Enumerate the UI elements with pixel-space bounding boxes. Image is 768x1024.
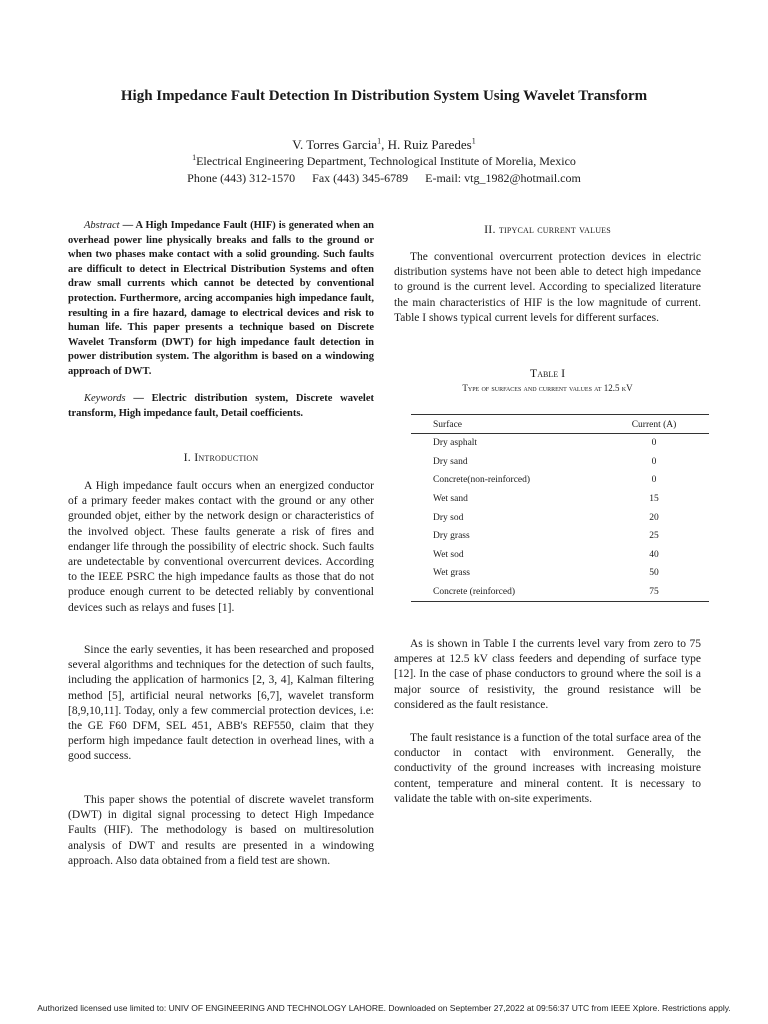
current-cell: 40 [649,549,659,560]
fax: Fax (443) 345-6789 [312,171,409,185]
surface-cell: Wet sand [433,494,468,505]
keywords-dash: — [125,393,152,404]
keywords-text: Electric distribution system, Discrete wavelet transform, High impedance fault, Detail coefficients. [68,393,374,419]
surface-cell: Dry asphalt [433,438,478,449]
keywords-label: Keywords [84,393,126,404]
current-cell: 75 [649,587,659,598]
surface-cell: Concrete(non-reinforced) [433,475,531,486]
table-header-row [411,415,709,434]
table-header-current: Current (A) [599,415,709,434]
abstract-dash: — [119,220,136,231]
current-values-table [411,414,709,602]
affiliation [0,154,768,169]
keywords [68,392,374,421]
author-separator: , [381,137,388,152]
table-row [411,453,709,472]
table-header-surface: Surface [411,415,599,434]
current-cell: 0 [651,438,657,449]
email: E-mail: vtg_1982@hotmail.com [425,171,581,185]
current-cell: 25 [649,531,659,542]
intro-paragraph-2: Since the early seventies, it has been researched and proposed several algorithms and techniques for the detection of such faults, including the application of harmonics [2, 3, 4], Kalman filtering method [5], artificial neural networks [6,7], wavelet transform [8,9,10,11]. Today, only a few commercial protection devices, i.e: the GE F60 DFM, SEL 451, ABB's REF550, claim that they perform high impedance fault detection in overhead lines, with a good success. [68,644,374,763]
table-row [411,434,709,453]
paper-title: High Impedance Fault Detection In Distribution System Using Wavelet Transform [120,88,648,104]
abstract-label: Abstract [84,220,120,231]
surface-cell: Wet grass [433,568,470,579]
author-1-affil-mark: 1 [377,136,382,146]
current-cell: 20 [649,512,659,523]
author-line [0,137,768,153]
current-cell: 0 [651,456,657,467]
surface-cell: Dry sand [433,456,468,467]
section-heading-introduction: I. Introduction [183,450,259,464]
contact-line [0,171,768,186]
table-row [411,508,709,527]
license-footer: Authorized licensed use limited to: UNIV OF ENGINEERING AND TECHNOLOGY LAHORE. Downloaded on September 27,2022 at 09:56:37 UTC from IEEE Xplore. Restrictions apply. [37,1003,731,1013]
affiliation-mark: 1 [192,153,197,162]
intro-paragraph-3: This paper shows the potential of discrete wavelet transform (DWT) in digital signal processing to detect High Impedance Faults (HIF). The methodology is based on multiresolution analysis of DWT and results are presented in a windowing approach. Also data obtained from a field test are shown. [68,794,374,867]
section2-paragraph-1: The conventional overcurrent protection devices in electric distribution systems have not been able to detect high impedance to ground is the current level. According to specialized literature the main characteristics of HIF is the low magnitude of current. Table I shows typical current levels for different surfaces. [394,251,701,324]
intro-paragraph-1: A High impedance fault occurs when an energized conductor of a primary feeder makes contact with the ground or any other grounded objet, either by the network design or characteristics of the involved object. These faults generate a risk of fires and endanger life through the possibility of electric shock. Such faults are undetectable by conventional overcurrent devices. According to the IEEE PSRC the high impedance faults as those that do not produce enough current to be detected reliably by conventional devices such as relays and fuses [1]. [68,480,374,614]
surface-cell: Dry sod [433,512,464,523]
author-1: V. Torres Garcia [292,137,378,152]
abstract-text: A High Impedance Fault (HIF) is generated when an overhead power line physically breaks and falls to the ground or when two phases make contact with a solid grounding. Such faults are difficult to detect in Electrical Distribution Systems and often draw small currents which cannot be detected by conventional protection. Furthermore, arcing accompanies high impedance fault, resulting in a fire hazard, damage to electrical devices and risk to human life. This paper presents a technique based on Discrete Wavelet Transform (DWT) for high impedance fault detection in power distribution system. The algorithm is based on a windowing approach of DWT. [68,220,375,377]
phone: Phone (443) 312-1570 [187,171,296,185]
table-caption-title: Type of surfaces and current values at 12.5 kV [462,383,633,393]
surface-cell: Dry grass [433,531,470,542]
table-row [411,546,709,565]
surface-cell: Wet sod [433,549,464,560]
section2-paragraph-3: The fault resistance is a function of the total surface area of the conductor in contact with environment. Generally, the conductivity of the ground increases with increasing moisture content, temperature and mineral content. It is necessary to validate the table with on-site experiments. [394,732,701,805]
section-heading-typical-current: II. tipycal current values [484,222,611,236]
section2-paragraph-2: As is shown in Table I the currents level vary from zero to 75 amperes at 12.5 kV class feeders and depending of surface type [12]. In the case of phase conductors to ground where the soil is a major source of resistivity, the ground resistance will be considered as the fault resistance. [394,638,701,711]
current-cell: 0 [651,475,657,486]
table-row [411,564,709,583]
current-cell: 15 [649,494,659,505]
table-row [411,527,709,546]
table-row [411,471,709,490]
surface-cell: Concrete (reinforced) [433,587,516,598]
current-cell: 50 [649,568,659,579]
author-2-affil-mark: 1 [471,136,476,146]
author-2: H. Ruiz Paredes [387,137,472,152]
table-row [411,583,709,602]
table-row [411,490,709,509]
affiliation-text: Electrical Engineering Department, Technological Institute of Morelia, Mexico [196,154,576,168]
table-caption-number: Table I [529,366,566,380]
abstract [68,219,374,380]
